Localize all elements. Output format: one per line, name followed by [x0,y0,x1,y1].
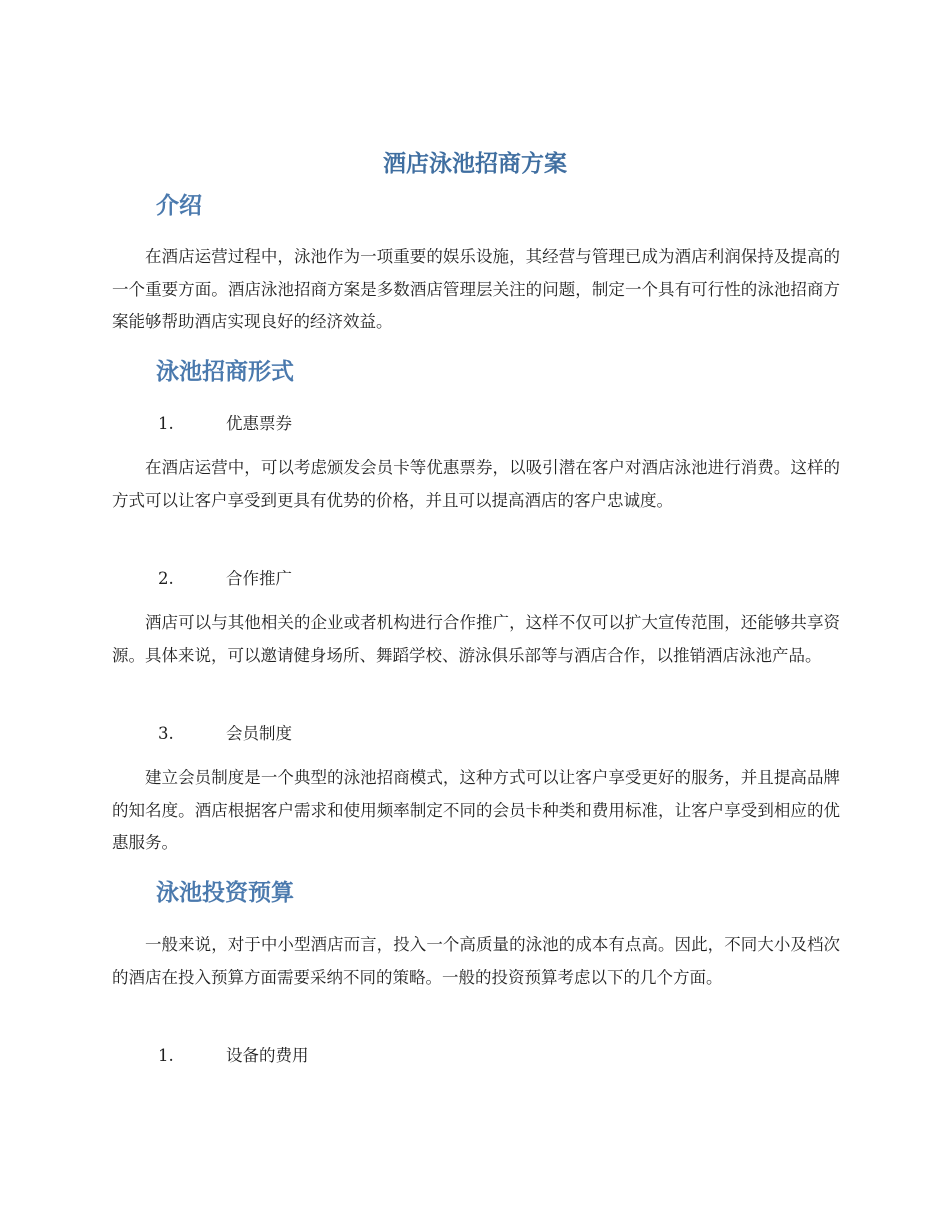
list-item-membership [158,722,292,746]
document-title: 酒店泳池招商方案 [383,151,567,177]
budget-paragraph: 一般来说，对于中小型酒店而言，投入一个高质量的泳池的成本有点高。因此，不同大小及档次的酒店在投入预算方面需要采纳不同的策略。一般的投资预算考虑以下的几个方面。 [112,935,840,987]
intro-paragraph: 在酒店运营过程中，泳池作为一项重要的娱乐设施，其经营与管理已成为酒店利润保持及提高的一个重要方面。酒店泳池招商方案是多数酒店管理层关注的问题，制定一个具有可行性的泳池招商方案能够帮助酒店实现良好的经济效益。 [112,247,840,331]
coupons-paragraph: 在酒店运营中，可以考虑颁发会员卡等优惠票券，以吸引潜在客户对酒店泳池进行消费。这样的方式可以让客户享受到更具有优势的价格，并且可以提高酒店的客户忠诚度。 [112,458,840,510]
list-item-number: 2. [158,569,174,588]
list-item-label: 会员制度 [226,724,292,743]
list-item-partnership [158,567,292,591]
membership-paragraph: 建立会员制度是一个典型的泳池招商模式，这种方式可以让客户享受更好的服务，并且提高品牌的知名度。酒店根据客户需求和使用频率制定不同的会员卡种类和费用标准，让客户享受到相应的优惠服务。 [112,768,840,852]
list-item-coupons [158,412,292,436]
list-item-label: 合作推广 [226,569,292,588]
section-heading-forms: 泳池招商形式 [156,359,294,385]
list-item-number: 3. [158,724,174,743]
list-item-label: 优惠票券 [226,414,292,433]
list-item-number: 1. [158,1046,174,1065]
list-item-equipment-cost [158,1044,309,1068]
partnership-paragraph: 酒店可以与其他相关的企业或者机构进行合作推广，这样不仅可以扩大宣传范围，还能够共享资源。具体来说，可以邀请健身场所、舞蹈学校、游泳俱乐部等与酒店合作，以推销酒店泳池产品。 [112,613,840,665]
list-item-number: 1. [158,414,174,433]
section-heading-intro: 介绍 [156,193,202,219]
list-item-label: 设备的费用 [226,1046,309,1065]
section-heading-budget: 泳池投资预算 [156,880,294,906]
